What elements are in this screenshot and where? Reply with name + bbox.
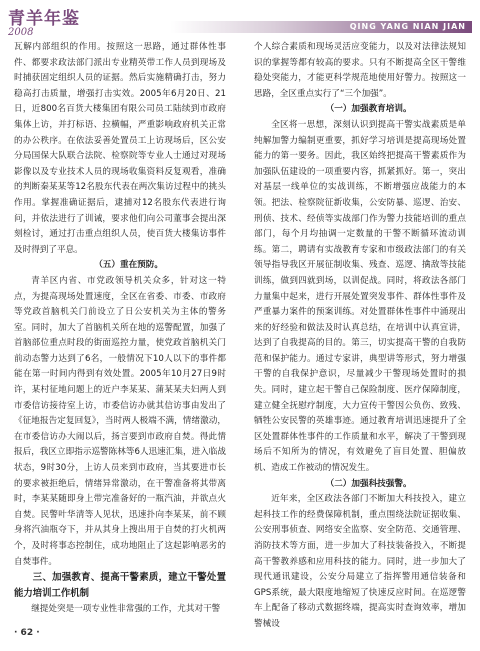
paragraph: 个人综合素质和现场灵活应变能力，以及对法律法规知识的掌握等都有较高的要求。只有不断提高全区干警维稳处突能力，才能更科学规范地使用好警力。按照这一思路，全区重点实行了“三个加强”。 <box>254 42 466 99</box>
paragraph: 瓦解内部组织的作用。按照这一思路，通过群体性事件、都要求政法部门派出专业精英带工作人员到现场及时捕获固定组织人员的证据。然后实施精确打击，努力稳高打击质量，增强打击实效。2005年6月20日、21日，近800名百货大楼集团有限公司员工陆续到市政府集体上访，并打标语、拉横幅，严重影响政府机关正常的办公秩序。在依法妥善处置员工上访现场后，区公安分局国保大队联合法院、检察院等专业人士通过对现场影像以及专业技术人员的现场收集资料反复观看，准确的判断秦某某等12名股东代表在两次集访过程中的挑头作用。掌握准确证据后，逮捕对12名股东代表进行询问，并依法进行了训诫，要求他们向公司董事会提出深刻检讨，通过打击重点组织人员，使百货大楼集访事件及时得到了平息。 <box>14 42 226 255</box>
section-heading: 三、加强教育、提高干警素质，建立干警处置能力培训工作机制 <box>14 572 226 600</box>
subheading: （二）加强科技强警。 <box>325 478 412 489</box>
paragraph: 全区将一思想，深刻认识到提高干警实战素质是单纯解加警力编制更重要，抓好学习培训是提高现场处置能力的第一要务。因此，我区始终把提高干警素质作为加强队伍建设的一项重要内容，抓紧抓好。第一，突出对基层一线单位的实战训练，不断增强应战能力的本领。把法、检察院征新收集，公安防暴、巡逻、治安、刑侦、技术、经侦等实战部门作为警力技能培训的重点部门，每个月均抽调一定数量的干警不断循环流动训练。第二，聘请有实战教育专家和市级政法部门的有关领导指导我区开展征制收集、残查、巡逻、擒敌等技能训练，做到四就到场，以训促战。同时，将政法各部门力量集中起来，进行开展处置突发事件、群体性事件及严重暴力案件的预案训练。对处置群体性事件中涌现出来的好经验和做法及时认真总结，在培训中认真宣讲，达到了自我提高的目的。第三，切实提高干警的自我防范和保护能力。通过专家讲，典型讲等形式，努力增强干警的自我保护意识，尽量减少干警现场处置时的损失。同时，建立起干警自己保险制度、医疗保障制度，建立健全抚慰疗制度，大力宣传干警因公负伤、致残、牺牲公安民警的英雄事迹。通过教育培训迅速提升了全区处置群体性事件的工作质量和水平，解决了干警到现场后不知所为的情况，有效避免了盲目处置、胆偏放机、造成工作被动的情况发生。 <box>254 119 466 474</box>
right-column <box>254 40 466 633</box>
left-column <box>14 40 226 618</box>
subheading: （五）重在预防。 <box>94 260 163 271</box>
page-number: · 62 · <box>14 628 40 638</box>
banner-text: QING YANG NIAN JIAN <box>349 22 466 31</box>
paragraph: 继提处突是一项专业性非常强的工作，尤其对干警 <box>31 604 221 615</box>
page-header <box>0 0 480 40</box>
paragraph: 青羊区内省、市党政领导机关众多，针对这一特点，为提高现场处置速度，全区在省委、市委、市政府等党政首脑机关门前设立了日公安机关为主体的警务室。同时，加大了首脑机关所在地的巡警配置，加强了首脑部位重点时段的街面巡控力量，使党政首脑机关门前动态警力达到了6名，一般情况下10人以下的事件都能在第一时间内得到有效处置。2005年10月27日9时许，某村征地问题上的近户李某某、蒲某某夫妇两人到市委信访接待室上访，市委信访办就其信访事由发出了《征地报告定复回复》，当时两人极端不满，情绪激动，在市委信访办大闹以后，扬言要到市政府自焚。得此情报后，我区立即指示巡警陈林等6人迅速汇集，进入临战状态，9时30分，上访人员来到市政府，当其要进市长的要求被拒绝后，情绪异常激动，在干警准备将其带离时，李某某随即身上带完准备好的一瓶汽油，并欲点火自焚。民警叶华清等人见状，迅速扑向李某某，前不顾身将汽油瓶夺下，并从其身上搜出用于自焚的打火机两个，及时将事态控制住，成功地阻止了这起影响恶劣的自焚事件。 <box>14 275 226 567</box>
brand-title: 青羊年鉴 <box>8 9 80 29</box>
brand-year: 2008 <box>8 27 34 38</box>
yearbook-logo <box>8 4 80 38</box>
subheading: （一）加强教育培训。 <box>325 104 412 115</box>
paragraph: 近年来，全区政法各部门不断加大科技投入，建立起科技工作的经费保障机制，重点围绕法院证据收集、公安刑事侦查、网络安全监察、安全防范、交通管理、消防技术等方面，进一步加大了科技装备投入，不断提高干警教养感和应用科技的能力。同时，进一步加大了现代通讯建设，公安分局建立了指挥警用通信装备和GPS系统，最大限度地缩短了快速反应时间。在巡逻警车上配备了移动式数据终端，提高实时查询效率，增加警械设 <box>254 494 466 629</box>
